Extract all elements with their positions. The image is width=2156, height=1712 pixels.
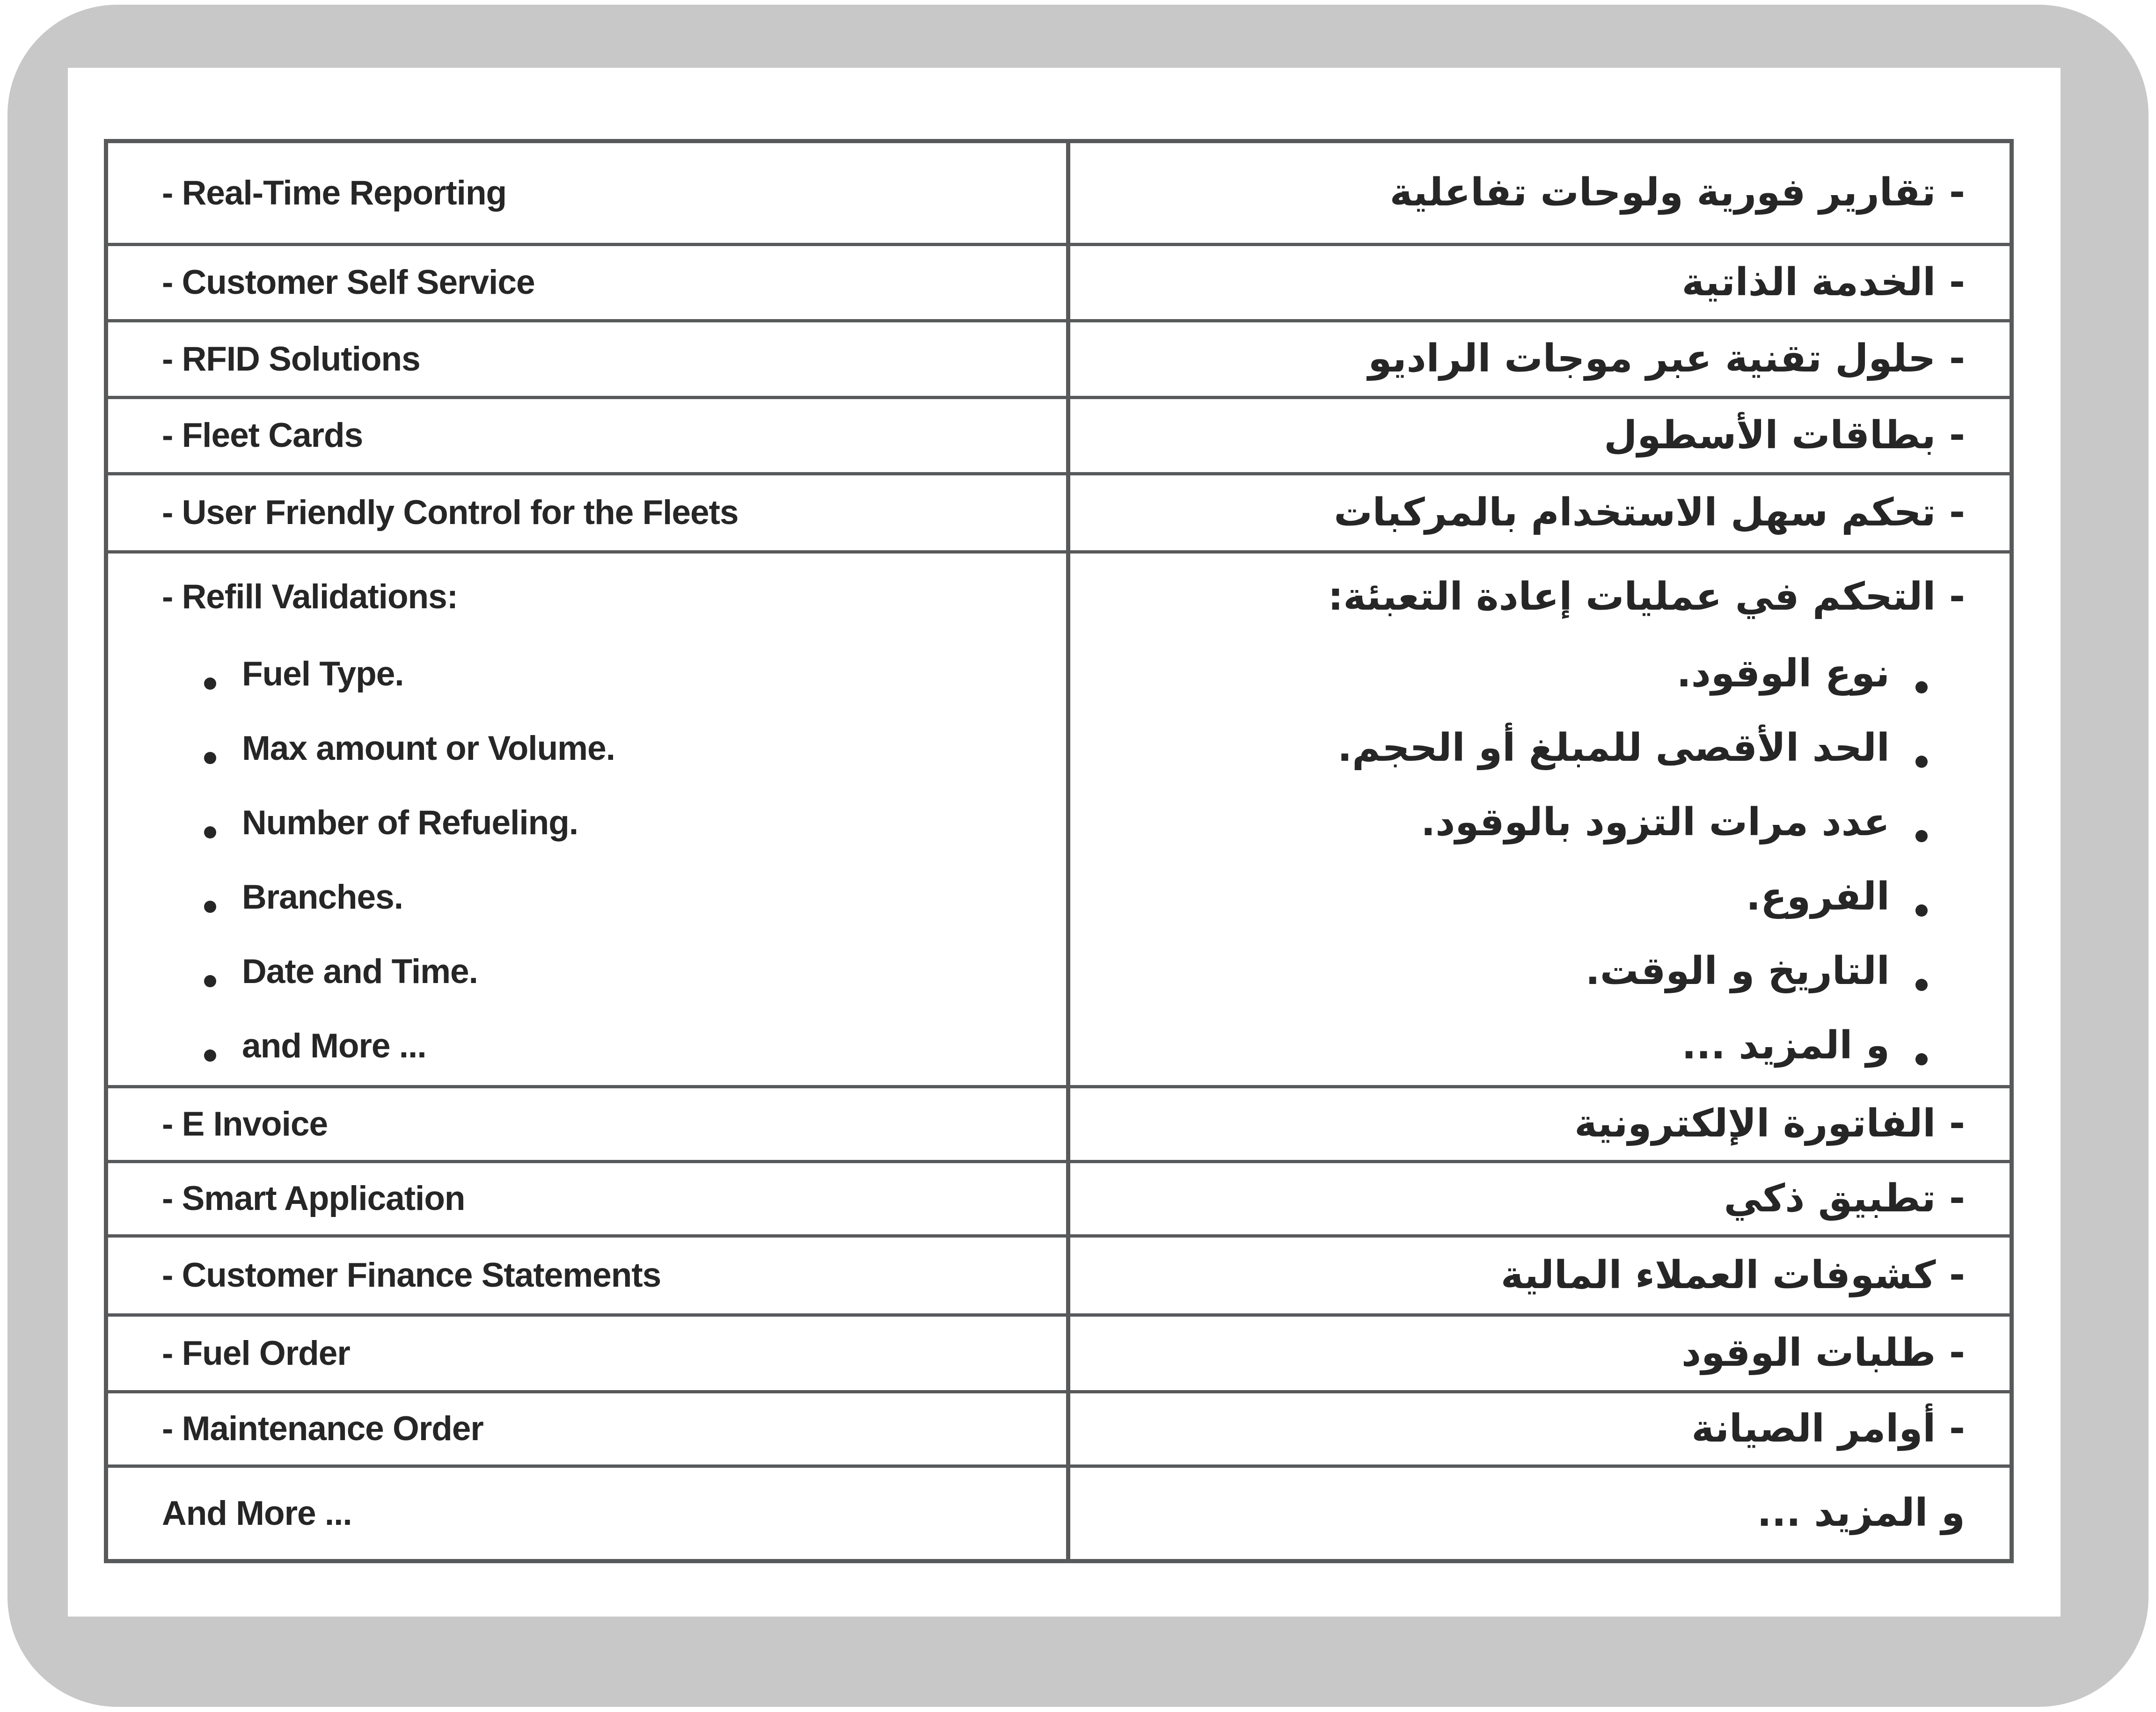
feature-cell-arabic xyxy=(1066,1163,2010,1234)
feature-text-arabic: - حلول تقنية عبر موجات الراديو xyxy=(1368,336,1965,381)
bullet-item xyxy=(1070,637,2010,711)
bullet-item xyxy=(1070,786,2010,860)
feature-cell-english xyxy=(108,399,1066,472)
feature-row xyxy=(108,322,2010,399)
bullet-item xyxy=(108,860,1066,934)
bullet-dot-icon xyxy=(204,975,216,987)
feature-cell-english xyxy=(108,246,1066,319)
bullet-text-english: Number of Refueling. xyxy=(242,803,578,842)
feature-row xyxy=(108,475,2010,554)
feature-cell-english xyxy=(108,1088,1066,1160)
bullet-text-english: Branches. xyxy=(242,878,403,916)
bullet-item xyxy=(1070,860,2010,934)
feature-text-arabic: - بطاقات الأسطول xyxy=(1604,413,1965,458)
feature-text-english: - Customer Self Service xyxy=(162,263,535,302)
feature-cell-arabic xyxy=(1066,1468,2010,1559)
refill-validations-heading-arabic: - التحكم في عمليات إعادة التعبئة: xyxy=(1328,574,1965,619)
feature-cell-english xyxy=(108,1317,1066,1390)
feature-row xyxy=(108,1238,2010,1317)
feature-cell-english xyxy=(108,1238,1066,1313)
bullet-item xyxy=(108,711,1066,786)
feature-cell-arabic xyxy=(1066,1317,2010,1390)
feature-text-english: - Fleet Cards xyxy=(162,416,363,455)
feature-cell-english xyxy=(108,1393,1066,1464)
bullet-text-english: Fuel Type. xyxy=(242,655,404,693)
bullet-text-english: Max amount or Volume. xyxy=(242,729,615,767)
feature-cell-arabic xyxy=(1066,246,2010,319)
feature-cell-arabic xyxy=(1066,399,2010,472)
feature-cell-english xyxy=(108,554,1066,1085)
bullet-item xyxy=(108,1009,1066,1083)
bullet-dot-icon xyxy=(1915,681,1928,693)
feature-cell-arabic xyxy=(1066,322,2010,396)
bullet-item xyxy=(108,934,1066,1009)
refill-validations-heading-english: - Refill Validations: xyxy=(162,578,458,616)
feature-text-english: - User Friendly Control for the Fleets xyxy=(162,494,738,532)
feature-cell-english xyxy=(108,475,1066,550)
bullet-text-arabic: التاريخ و الوقت. xyxy=(1585,949,1890,994)
bullet-dot-icon xyxy=(204,1049,216,1062)
feature-text-english: - Fuel Order xyxy=(162,1334,350,1372)
bullet-item xyxy=(1070,1009,2010,1083)
bullet-dot-icon xyxy=(204,901,216,913)
bullet-text-arabic: عدد مرات التزود بالوقود. xyxy=(1421,800,1890,845)
feature-row xyxy=(108,1393,2010,1468)
feature-text-arabic: - طلبات الوقود xyxy=(1681,1331,1965,1376)
feature-row xyxy=(108,1088,2010,1163)
feature-row-refill-validations xyxy=(108,554,2010,1088)
feature-text-english: - Maintenance Order xyxy=(162,1410,483,1448)
features-table xyxy=(104,139,2014,1563)
bullet-dot-icon xyxy=(1915,830,1928,842)
bullet-item xyxy=(1070,711,2010,786)
feature-text-english: - Customer Finance Statements xyxy=(162,1256,661,1295)
feature-row xyxy=(108,1468,2010,1559)
feature-cell-english xyxy=(108,322,1066,396)
bullet-text-arabic: و المزيد ... xyxy=(1681,1023,1890,1068)
feature-cell-arabic xyxy=(1066,1088,2010,1160)
bullet-text-english: and More ... xyxy=(242,1027,426,1065)
bullet-item xyxy=(108,637,1066,711)
feature-text-english: - E Invoice xyxy=(162,1105,328,1143)
feature-row xyxy=(108,1163,2010,1238)
feature-text-english: And More ... xyxy=(162,1494,352,1532)
feature-cell-arabic xyxy=(1066,143,2010,243)
feature-cell-arabic xyxy=(1066,1393,2010,1464)
bullet-dot-icon xyxy=(204,826,216,838)
feature-text-english: - Smart Application xyxy=(162,1180,465,1218)
feature-text-arabic: و المزيد ... xyxy=(1757,1491,1965,1536)
bullet-text-arabic: الحد الأقصى للمبلغ أو الحجم. xyxy=(1337,726,1890,771)
bullet-text-arabic: نوع الوقود. xyxy=(1676,651,1890,696)
feature-cell-arabic xyxy=(1066,554,2010,1085)
feature-cell-arabic xyxy=(1066,1238,2010,1313)
feature-text-arabic: - تطبيق ذكي xyxy=(1724,1176,1965,1221)
feature-text-arabic: - الفاتورة الإلكترونية xyxy=(1574,1101,1965,1146)
bullet-dot-icon xyxy=(204,678,216,690)
feature-cell-arabic xyxy=(1066,475,2010,550)
bullet-dot-icon xyxy=(1915,1053,1928,1065)
feature-cell-english xyxy=(108,1468,1066,1559)
bullet-dot-icon xyxy=(1915,904,1928,917)
bullet-dot-icon xyxy=(1915,756,1928,768)
feature-text-arabic: - كشوفات العملاء المالية xyxy=(1500,1253,1965,1297)
bullet-item xyxy=(1070,934,2010,1009)
feature-text-english: - RFID Solutions xyxy=(162,340,420,378)
bullet-item xyxy=(108,786,1066,860)
feature-text-english: - Real-Time Reporting xyxy=(162,174,507,212)
feature-text-arabic: - تحكم سهل الاستخدام بالمركبات xyxy=(1334,490,1965,535)
feature-row xyxy=(108,143,2010,246)
feature-cell-english xyxy=(108,1163,1066,1234)
feature-row xyxy=(108,399,2010,475)
bullet-text-english: Date and Time. xyxy=(242,952,478,991)
feature-row xyxy=(108,1317,2010,1393)
bullet-dot-icon xyxy=(1915,979,1928,991)
bullet-dot-icon xyxy=(204,752,216,764)
feature-row xyxy=(108,246,2010,322)
bullet-text-arabic: الفروع. xyxy=(1746,874,1890,919)
feature-cell-english xyxy=(108,143,1066,243)
feature-text-arabic: - أوامر الصيانة xyxy=(1691,1406,1965,1451)
feature-text-arabic: - تقارير فورية ولوحات تفاعلية xyxy=(1389,170,1965,215)
feature-text-arabic: - الخدمة الذاتية xyxy=(1681,260,1965,305)
